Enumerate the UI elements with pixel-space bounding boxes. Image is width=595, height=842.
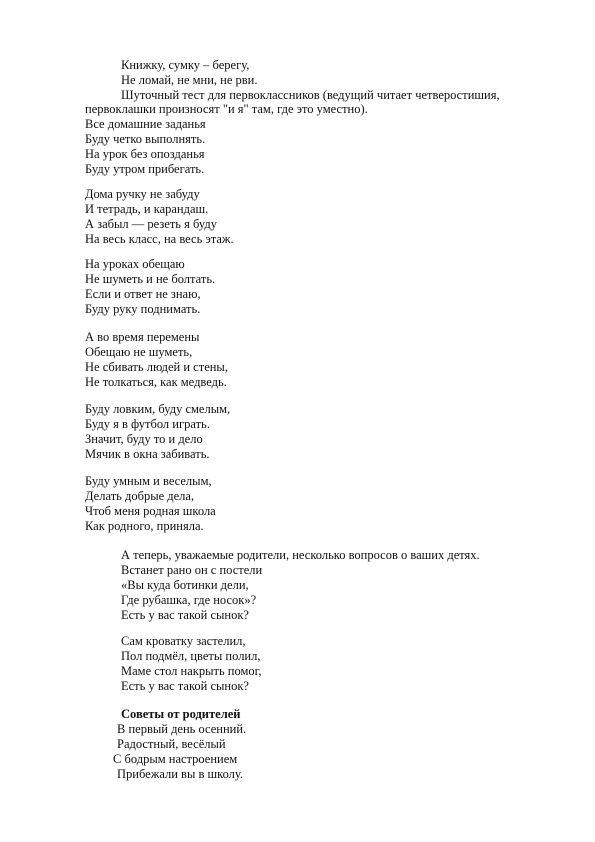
stanza-line: А забыл — резеть я буду xyxy=(85,217,217,231)
stanza-line: Не толкаться, как медведь. xyxy=(85,375,227,389)
stanza-line: Обещаю не шуметь, xyxy=(85,345,193,359)
stanza-line: Делать добрые дела, xyxy=(85,489,195,503)
stanza-line: И тетрадь, и карандаш. xyxy=(85,202,209,216)
parents-intro: А теперь, уважаемые родители, несколько вопросов о ваших детях. xyxy=(121,548,480,562)
stanza-line: Мячик в окна забивать. xyxy=(85,447,210,461)
stanza-line: Чтоб меня родная школа xyxy=(85,504,216,518)
test-intro-line: Шуточный тест для первоклассников (ведущий читает четверостишия, xyxy=(121,88,500,102)
parents-stanza-line: Есть у вас такой сынок? xyxy=(121,679,249,693)
stanza-line: Значит, буду то и дело xyxy=(85,432,203,446)
intro-poem-line: Не ломай, не мни, не рви. xyxy=(121,73,258,87)
stanza-line: На урок без опозданья xyxy=(85,147,205,161)
stanza-line: Все домашние заданья xyxy=(85,117,206,131)
stanza-line: Дома ручку не забуду xyxy=(85,187,200,201)
stanza-line: А во время перемены xyxy=(85,330,200,344)
stanza-line: Не шуметь и не болтать. xyxy=(85,272,216,286)
parents-stanza-line: Маме стол накрыть помог, xyxy=(121,664,262,678)
stanza-line: Буду я в футбол играть. xyxy=(85,417,210,431)
stanza-line: Если и ответ не знаю, xyxy=(85,287,201,301)
test-intro-line: первоклашки произносят "и я" там, где это уместно). xyxy=(85,102,368,116)
parents-stanza-line: «Вы куда ботинки дели, xyxy=(121,578,249,592)
stanza-line: Не сбивать людей и стены, xyxy=(85,360,228,374)
parents-stanza-line: Сам кроватку застелил, xyxy=(121,634,246,648)
stanza-line: Буду руку поднимать. xyxy=(85,302,201,316)
parents-stanza-line: Где рубашка, где носок»? xyxy=(121,593,257,607)
stanza-line: Буду ловким, буду смелым, xyxy=(85,402,231,416)
stanza-line: Буду умным и веселым, xyxy=(85,474,212,488)
stanza-line: На весь класс, на весь этаж. xyxy=(85,232,234,246)
advice-title: Советы от родителей xyxy=(121,707,241,721)
stanza-line: Как родного, приняла. xyxy=(85,519,204,533)
stanza-line: На уроках обещаю xyxy=(85,257,185,271)
advice-line: С бодрым настроением xyxy=(113,752,238,766)
stanza-line: Буду утром прибегать. xyxy=(85,162,205,176)
advice-line: Прибежали вы в школу. xyxy=(117,767,244,781)
advice-line: В первый день осенний. xyxy=(117,722,247,736)
intro-poem-line: Книжку, сумку – берегу, xyxy=(121,58,250,72)
parents-stanza-line: Есть у вас такой сынок? xyxy=(121,608,249,622)
advice-line: Радостный, весёлый xyxy=(117,737,226,751)
parents-stanza-line: Пол подмёл, цветы полил, xyxy=(121,649,261,663)
stanza-line: Буду четко выполнять. xyxy=(85,132,206,146)
parents-stanza-line: Встанет рано он с постели xyxy=(121,563,263,577)
